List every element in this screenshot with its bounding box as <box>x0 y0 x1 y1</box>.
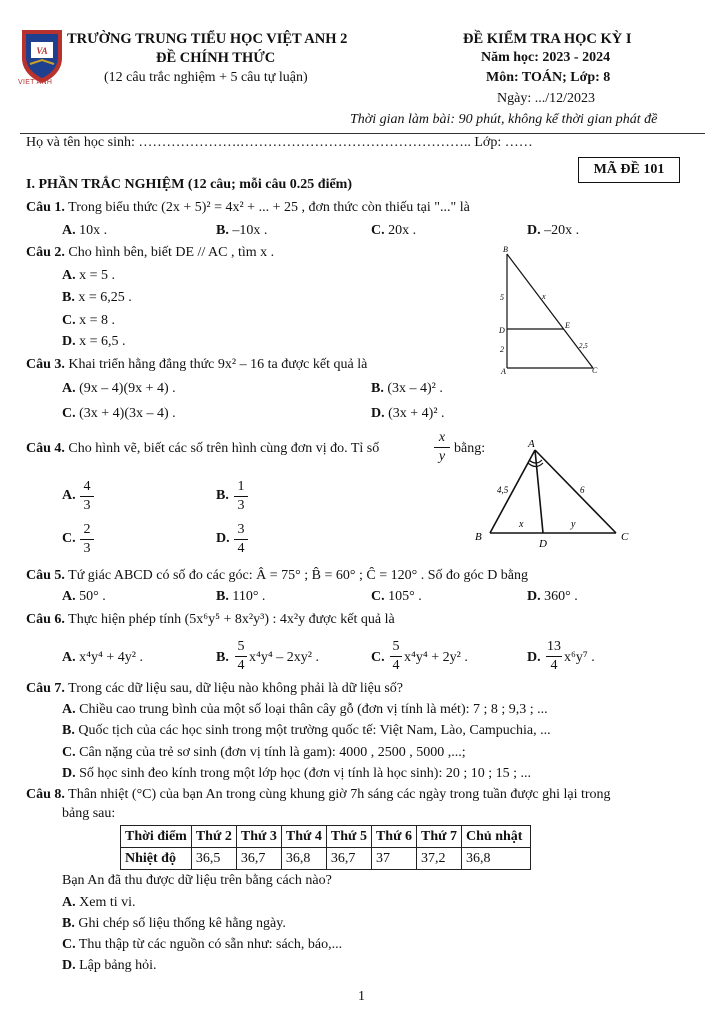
q7 <box>26 681 403 697</box>
school-year: Năm học: 2023 - 2024 <box>481 50 611 65</box>
fig4-len-x: x <box>519 519 524 530</box>
fig4-len-6: 6 <box>580 485 585 495</box>
q8-option-b[interactable]: B. Ghi chép số liệu thống kê hằng ngày. <box>62 916 286 931</box>
table-cell: Thứ 5 <box>326 826 371 848</box>
table-cell: 37,2 <box>416 848 461 870</box>
q4-option-d-label[interactable]: D. <box>216 531 230 546</box>
q1-label: Câu 1. <box>26 200 65 215</box>
fig2-len-25: 2,5 <box>579 342 588 350</box>
table-cell: Thứ 2 <box>191 826 236 848</box>
q7-option-a[interactable]: A. Chiều cao trung bình của một số loại thân cây gỗ (đơn vị tính là mét): 7 ; 8 ; 9,3 ; ... <box>62 702 548 717</box>
q5-option-d[interactable]: D. 360° . <box>527 589 578 604</box>
q8 <box>26 787 611 803</box>
q6-option-c-label[interactable]: C. <box>371 650 385 665</box>
q7-text: Trong các dữ liệu sau, dữ liệu nào không phải là dữ liệu số? <box>68 681 404 696</box>
q2-option-d[interactable]: D. x = 6,5 . <box>62 334 126 349</box>
table-cell: Thứ 3 <box>236 826 281 848</box>
figure-q4 <box>470 436 640 552</box>
fig4-len-y: y <box>571 519 576 530</box>
temperature-table <box>120 825 531 870</box>
fig2-label-c: C <box>592 366 598 375</box>
q6-label: Câu 6. <box>26 612 65 627</box>
q5-option-b[interactable]: B. 110° . <box>216 589 266 604</box>
q3-option-b[interactable]: B. (3x – 4)² . <box>371 381 443 396</box>
page-number: 1 <box>358 989 365 1004</box>
logo-letters: VA <box>36 46 48 56</box>
q6-option-c-text[interactable]: x⁴y⁴ + 2y² . <box>404 650 468 665</box>
header-rule <box>20 133 705 134</box>
fig2-len-x: x <box>542 292 546 301</box>
q6-option-b-frac[interactable]: 5 4 <box>235 640 247 673</box>
q1-option-a[interactable]: A. 10x . <box>62 223 108 238</box>
table-cell: 36,5 <box>191 848 236 870</box>
subject: Môn: TOÁN; Lớp: 8 <box>486 70 611 85</box>
table-cell: Thứ 7 <box>416 826 461 848</box>
exam-code-box: MÃ ĐỀ 101 <box>578 157 680 183</box>
q6-text: Thực hiện phép tính (5x⁶y⁵ + 8x²y³) : 4x²y được kết quả là <box>68 612 395 627</box>
q3-option-a[interactable]: A. (9x – 4)(9x + 4) . <box>62 381 176 396</box>
q4-text: Cho hình vẽ, biết các số trên hình cùng đơn vị đo. Tỉ số <box>68 441 380 456</box>
q7-option-d[interactable]: D. Số học sinh đeo kính trong một lớp học (đơn vị tính là học sinh): 20 ; 10 ; 15 ; ... <box>62 766 532 781</box>
table-cell: Thứ 4 <box>281 826 326 848</box>
table-cell: 37 <box>371 848 416 870</box>
q6-option-d-text[interactable]: x⁶y⁷ . <box>564 650 595 665</box>
table-cell: 36,8 <box>281 848 326 870</box>
q5-label: Câu 5. <box>26 568 65 583</box>
question-count: (12 câu trắc nghiệm + 5 câu tự luận) <box>104 70 308 85</box>
exam-date: Ngày: .../12/2023 <box>497 91 595 106</box>
fig2-label-d: D <box>499 326 505 335</box>
q3 <box>26 357 367 373</box>
q2-text: Cho hình bên, biết DE // AC , tìm x . <box>68 245 275 260</box>
q2-label: Câu 2. <box>26 245 65 260</box>
logo-text: VIET ANH <box>18 79 53 86</box>
fig2-len-2: 2 <box>500 345 504 354</box>
q4-text2: bằng: <box>454 441 486 456</box>
q6-option-d-frac[interactable]: 13 4 <box>547 639 561 673</box>
q8-text2: bảng sau: <box>62 806 116 821</box>
q8-label: Câu 8. <box>26 787 65 802</box>
table-cell: 36,7 <box>236 848 281 870</box>
q4-option-b-frac[interactable]: 1 3 <box>234 480 248 513</box>
fig2-label-a: A <box>501 367 506 376</box>
q6-option-c-frac[interactable]: 5 4 <box>390 640 402 673</box>
q7-option-b[interactable]: B. Quốc tịch của các học sinh trong một trường quốc tế: Việt Nam, Lào, Campuchia, ... <box>62 723 551 738</box>
q3-label: Câu 3. <box>26 357 65 372</box>
table-cell: 36,7 <box>326 848 371 870</box>
q1-option-d[interactable]: D. –20x . <box>527 223 580 238</box>
q2-option-a[interactable]: A. x = 5 . <box>62 268 116 283</box>
table-cell: 36,8 <box>462 848 531 870</box>
q4-label: Câu 4. <box>26 441 65 456</box>
fig2-label-e: E <box>565 321 570 330</box>
q6-option-b-label[interactable]: B. <box>216 650 229 665</box>
fig4-label-b: B <box>475 531 482 543</box>
q5-text: Tứ giác ABCD có số đo các góc: Â = 75° ; B̂ = 60° ; Ĉ = 120° . Số đo góc D bằng <box>68 568 529 583</box>
q4-option-d-frac[interactable]: 3 4 <box>234 523 248 556</box>
table-cell: Thứ 6 <box>371 826 416 848</box>
fig4-label-c: C <box>621 531 629 543</box>
q1 <box>26 200 470 216</box>
q6-option-d-label[interactable]: D. <box>527 650 541 665</box>
q6-option-b-text[interactable]: x⁴y⁴ – 2xy² . <box>249 650 319 665</box>
fig2-len-5: 5 <box>500 293 504 302</box>
q8-after: Bạn An đã thu được dữ liệu trên bằng cách nào? <box>62 873 332 888</box>
q4 <box>26 441 379 457</box>
q1-option-c[interactable]: C. 20x . <box>371 223 417 238</box>
q1-text: Trong biểu thức (2x + 5)² = 4x² + ... + 25 , đơn thức còn thiếu tại "..." là <box>68 200 470 215</box>
q2-option-c[interactable]: C. x = 8 . <box>62 313 116 328</box>
q8-option-c[interactable]: C. Thu thập từ các nguồn có sẵn như: sách, báo,... <box>62 937 343 952</box>
q4-option-c-frac[interactable]: 2 3 <box>80 523 94 556</box>
q3-text: Khai triển hằng đẳng thức 9x² – 16 ta được kết quả là <box>68 357 368 372</box>
q6 <box>26 612 395 628</box>
table-row <box>121 826 531 848</box>
q8-text: Thân nhiệt (°C) của bạn An trong cùng khung giờ 7h sáng các ngày trong tuần được ghi lại trong <box>68 787 611 802</box>
q3-option-c[interactable]: C. (3x + 4)(3x – 4) . <box>62 406 176 421</box>
q5 <box>26 568 528 584</box>
fig4-len-45: 4,5 <box>497 485 509 495</box>
table-cell: Thời điểm <box>121 826 192 848</box>
table-cell: Chủ nhật <box>462 826 531 848</box>
q8-option-d[interactable]: D. Lập bảng hỏi. <box>62 958 157 973</box>
q7-option-c[interactable]: C. Cân nặng của trẻ sơ sinh (đơn vị tính là gam): 4000 , 2500 , 5000 ,...; <box>62 745 466 760</box>
table-row <box>121 848 531 870</box>
q6-option-a[interactable]: A. x⁴y⁴ + 4y² . <box>62 650 143 665</box>
q7-label: Câu 7. <box>26 681 65 696</box>
school-logo-icon <box>20 28 64 84</box>
official-label: ĐỀ CHÍNH THỨC <box>156 50 276 66</box>
student-line: Họ và tên học sinh: ………………….………………………………………….. Lớp: …… <box>26 135 533 150</box>
q4-option-b-label[interactable]: B. <box>216 488 229 503</box>
q5-option-a[interactable]: A. 50° . <box>62 589 106 604</box>
exam-title: ĐỀ KIỂM TRA HỌC KỲ I <box>463 31 632 47</box>
q2 <box>26 245 274 261</box>
q4-ratio: x y <box>434 431 450 464</box>
school-name: TRƯỜNG TRUNG TIỂU HỌC VIỆT ANH 2 <box>67 31 348 47</box>
q1-option-b[interactable]: B. –10x . <box>216 223 268 238</box>
exam-time: Thời gian làm bài: 90 phút, không kể thời gian phát đề <box>350 112 658 127</box>
section1-title: I. PHẦN TRẮC NGHIỆM (12 câu; mỗi câu 0.25 điểm) <box>26 177 353 192</box>
q5-option-c[interactable]: C. 105° . <box>371 589 422 604</box>
q4-option-c-label[interactable]: C. <box>62 531 76 546</box>
fig4-label-d: D <box>539 538 547 550</box>
q3-option-d[interactable]: D. (3x + 4)² . <box>371 406 445 421</box>
figure-q2 <box>495 244 605 376</box>
fig2-label-b: B <box>503 245 508 254</box>
q2-option-b[interactable]: B. x = 6,25 . <box>62 290 132 305</box>
q4-option-a-label[interactable]: A. <box>62 488 76 503</box>
q8-option-a[interactable]: A. Xem ti vi. <box>62 895 136 910</box>
q4-option-a-frac[interactable]: 4 3 <box>80 480 94 513</box>
fig4-label-a: A <box>528 438 535 450</box>
table-cell: Nhiệt độ <box>121 848 192 870</box>
